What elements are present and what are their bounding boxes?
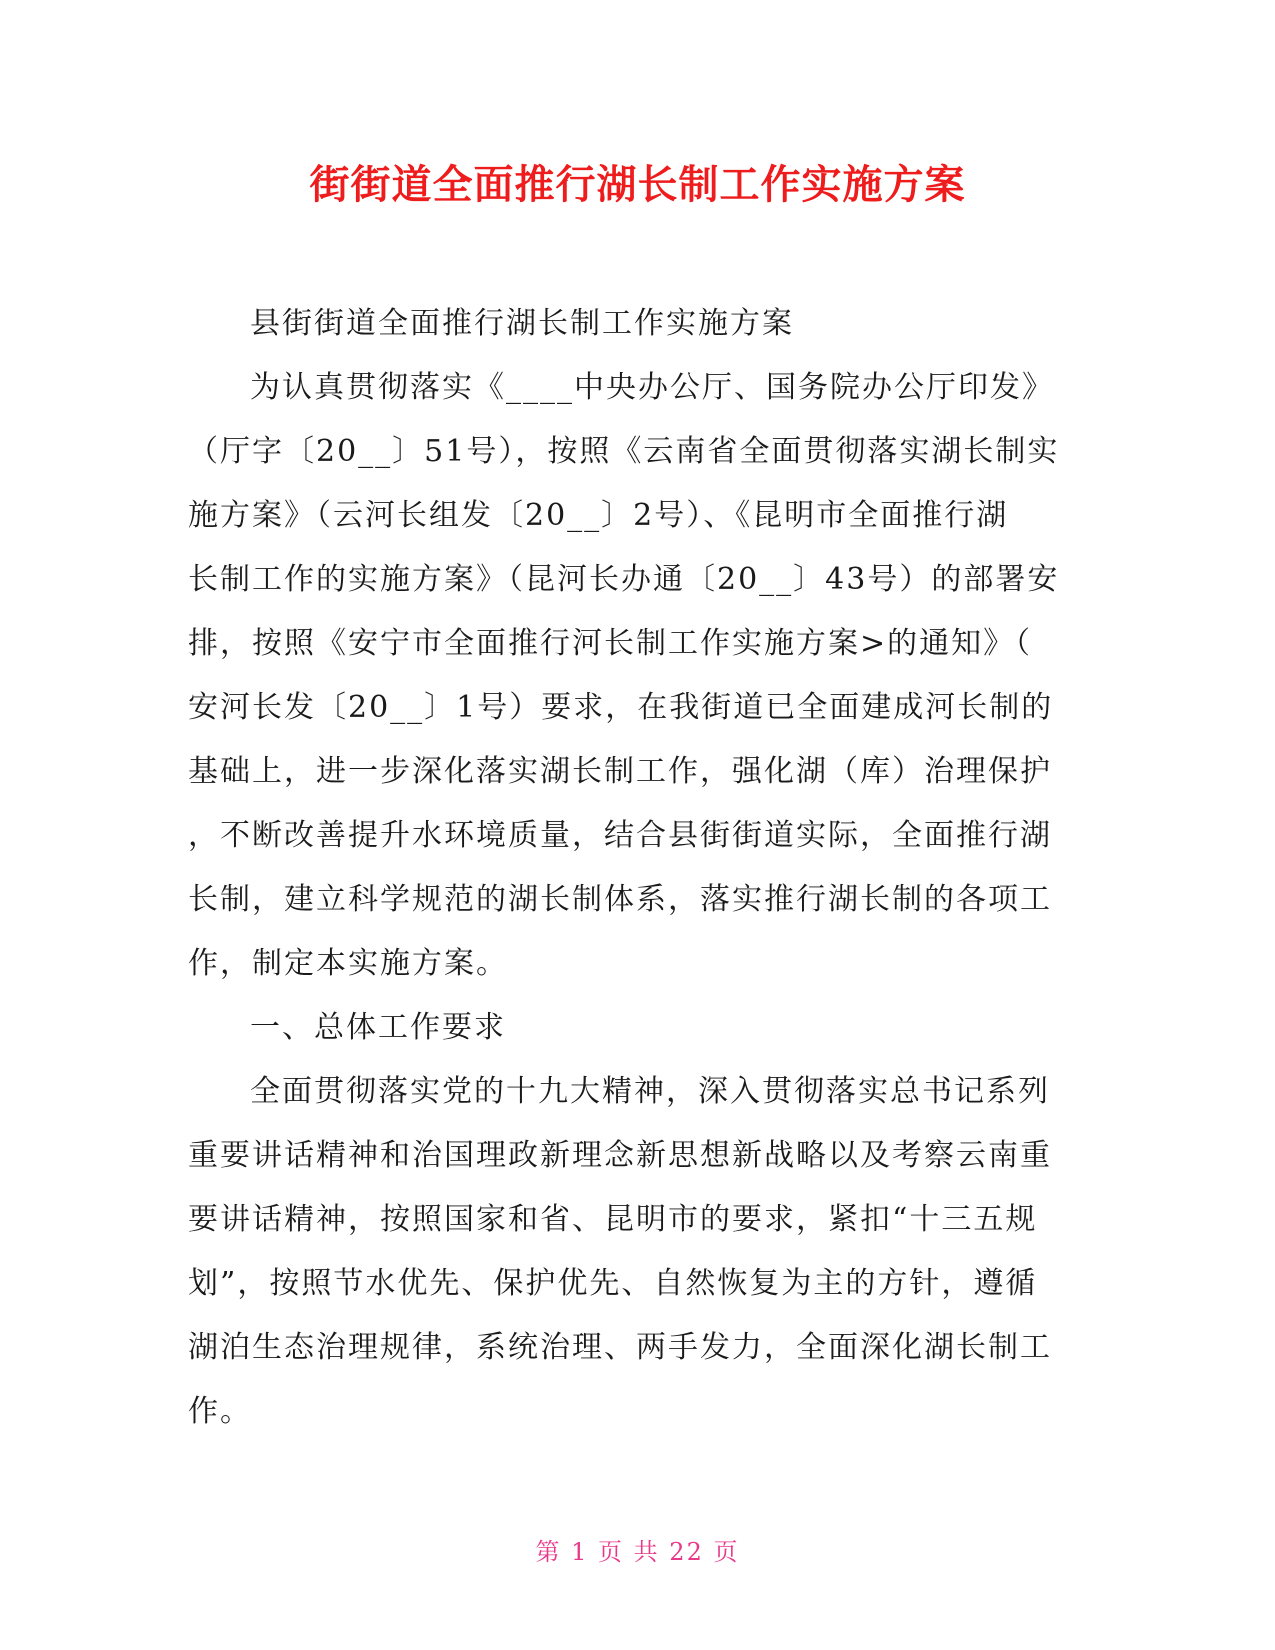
paragraph-line: 施方案》（云河长组发〔20__〕2号）、《昆明市全面推行湖 (188, 498, 1009, 533)
paragraph-line: 作，制定本实施方案。 (188, 946, 508, 981)
paragraph-line: ，不断改善提升水环境质量，结合县街街道实际，全面推行湖 (188, 818, 1052, 853)
paragraph-line: 安河长发〔20__〕1号）要求，在我街道已全面建成河长制的 (188, 690, 1054, 725)
paragraph-line: 湖泊生态治理规律，系统治理、两手发力，全面深化湖长制工 (188, 1330, 1052, 1365)
paragraph-line: 排，按照《安宁市全面推行河长制工作实施方案>的通知》（ (188, 626, 1033, 661)
paragraph-line: 长制工作的实施方案》（昆河长办通〔20__〕43号）的部署安 (188, 562, 1060, 597)
paragraph-line: （厅字〔20__〕51号），按照《云南省全面贯彻落实湖长制实 (188, 434, 1060, 469)
paragraph-line: 划”，按照节水优先、保护优先、自然恢复为主的方针，遵循 (188, 1266, 1038, 1301)
paragraph-line: 要讲话精神，按照国家和省、昆明市的要求，紧扣“十三五规 (188, 1202, 1038, 1237)
page-number-footer: 第 1 页 共 22 页 (535, 1538, 740, 1566)
paragraph-line: 全面贯彻落实党的十九大精神，深入贯彻落实总书记系列 (250, 1074, 1050, 1109)
paragraph-line: 长制，建立科学规范的湖长制体系，落实推行湖长制的各项工 (188, 882, 1052, 917)
paragraph-line: 基础上，进一步深化落实湖长制工作，强化湖（库）治理保护 (188, 754, 1052, 789)
subtitle-line: 县街街道全面推行湖长制工作实施方案 (250, 306, 794, 341)
paragraph-line: 为认真贯彻落实《____中央办公厅、国务院办公厅印发》 (250, 370, 1054, 405)
section-heading: 一、总体工作要求 (250, 1010, 506, 1045)
paragraph-line: 重要讲话精神和治国理政新理念新思想新战略以及考察云南重 (188, 1138, 1052, 1173)
document-title: 街街道全面推行湖长制工作实施方案 (309, 162, 966, 208)
document-body (188, 292, 1088, 1444)
paragraph-line: 作。 (188, 1394, 252, 1429)
